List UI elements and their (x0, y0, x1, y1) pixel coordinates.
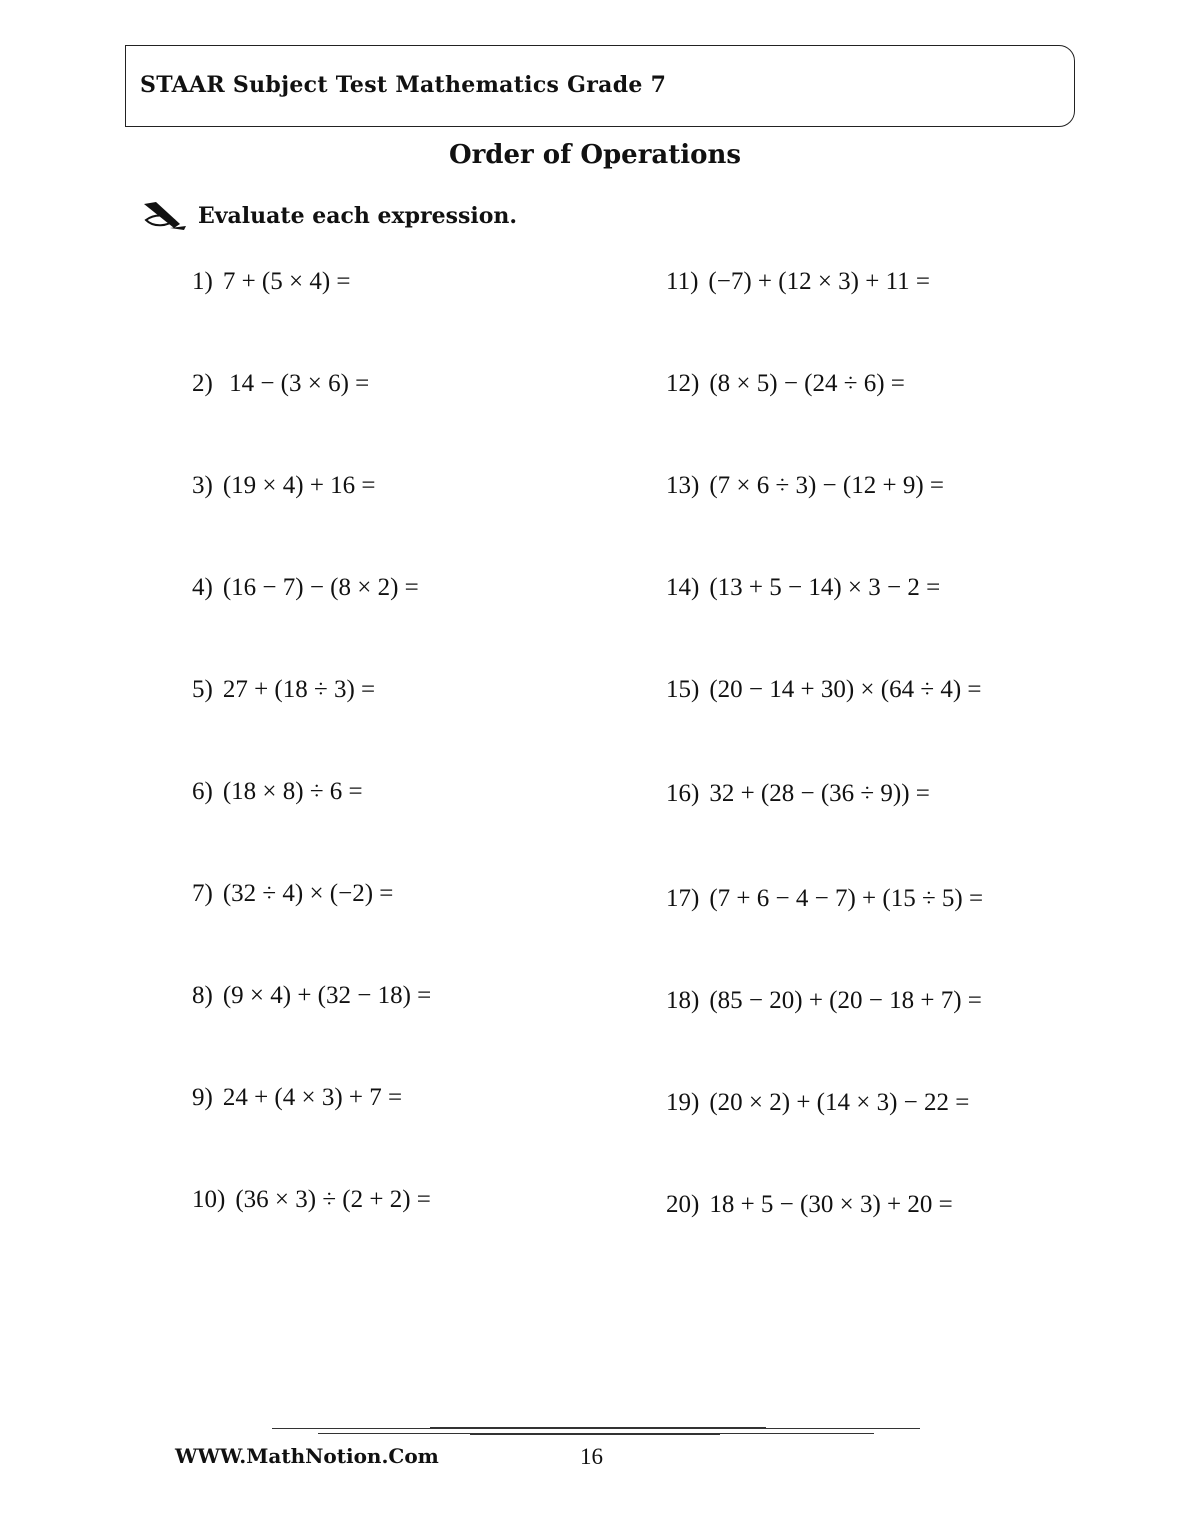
problem-18 (666, 987, 982, 1015)
problem-number: 3) (192, 472, 213, 499)
footer-divider-lower-accent (470, 1433, 720, 1435)
problem-8 (192, 982, 431, 1010)
pencil-icon (140, 198, 190, 234)
problem-20 (666, 1191, 953, 1219)
problem-expression: (20 × 2) + (14 × 3) − 22 = (709, 1089, 970, 1116)
problem-expression: 27 + (18 ÷ 3) = (222, 676, 376, 703)
problem-number: 1) (192, 268, 213, 295)
problem-2 (192, 370, 369, 398)
problem-number: 10) (192, 1186, 226, 1213)
problem-7 (192, 880, 393, 908)
instruction-text: Evaluate each expression. (198, 203, 518, 229)
problem-number: 7) (192, 880, 213, 907)
problem-9 (192, 1084, 402, 1112)
problem-number: 9) (192, 1084, 213, 1111)
problem-expression: (8 × 5) − (24 ÷ 6) = (709, 370, 905, 397)
problem-expression: (19 × 4) + 16 = (222, 472, 376, 499)
problem-15 (666, 676, 982, 704)
problem-number: 4) (192, 574, 213, 601)
problem-17 (666, 885, 983, 913)
problem-expression: (16 − 7) − (8 × 2) = (222, 574, 419, 601)
header-box (125, 45, 1075, 127)
problem-1 (192, 268, 351, 296)
problem-5 (192, 676, 375, 704)
problem-4 (192, 574, 419, 602)
problem-number: 12) (666, 370, 700, 397)
problem-number: 13) (666, 472, 700, 499)
problem-number: 5) (192, 676, 213, 703)
problem-number: 16) (666, 780, 700, 807)
problem-11 (666, 268, 930, 296)
problem-3 (192, 472, 376, 500)
header-title: STAAR Subject Test Mathematics Grade 7 (140, 72, 667, 98)
problem-expression: (20 − 14 + 30) × (64 ÷ 4) = (709, 676, 982, 703)
problem-expression: 24 + (4 × 3) + 7 = (222, 1084, 403, 1111)
problem-expression: (18 × 8) ÷ 6 = (222, 778, 363, 805)
problem-number: 6) (192, 778, 213, 805)
footer-divider-accent (430, 1427, 766, 1429)
problem-12 (666, 370, 905, 398)
problem-19 (666, 1089, 969, 1117)
instruction (140, 198, 517, 234)
problem-expression: (7 × 6 ÷ 3) − (12 + 9) = (709, 472, 944, 499)
problem-number: 15) (666, 676, 700, 703)
problem-expression: 7 + (5 × 4) = (222, 268, 351, 295)
problem-expression: (−7) + (12 × 3) + 11 = (708, 268, 931, 295)
problem-number: 18) (666, 987, 700, 1014)
problem-number: 17) (666, 885, 700, 912)
problem-expression: 14 − (3 × 6) = (222, 370, 370, 397)
problem-expression: (85 − 20) + (20 − 18 + 7) = (709, 987, 982, 1014)
problem-number: 2) (192, 370, 213, 397)
problem-16 (666, 780, 930, 808)
problem-expression: (32 ÷ 4) × (−2) = (222, 880, 394, 907)
problem-expression: (36 × 3) ÷ (2 + 2) = (235, 1186, 431, 1213)
problem-number: 11) (666, 268, 699, 295)
problem-expression: (13 + 5 − 14) × 3 − 2 = (709, 574, 941, 601)
problem-expression: (9 × 4) + (32 − 18) = (222, 982, 432, 1009)
page-number: 16 (580, 1444, 603, 1469)
problem-number: 14) (666, 574, 700, 601)
footer-website[interactable]: WWW.MathNotion.Com (175, 1444, 439, 1468)
problem-expression: 18 + 5 − (30 × 3) + 20 = (709, 1191, 953, 1218)
problem-10 (192, 1186, 431, 1214)
problem-number: 20) (666, 1191, 700, 1218)
problem-expression: (7 + 6 − 4 − 7) + (15 ÷ 5) = (709, 885, 984, 912)
problem-number: 8) (192, 982, 213, 1009)
problem-6 (192, 778, 363, 806)
problem-14 (666, 574, 940, 602)
problem-number: 19) (666, 1089, 700, 1116)
problem-expression: 32 + (28 − (36 ÷ 9)) = (709, 780, 930, 807)
problem-13 (666, 472, 944, 500)
page-title: Order of Operations (448, 140, 742, 170)
